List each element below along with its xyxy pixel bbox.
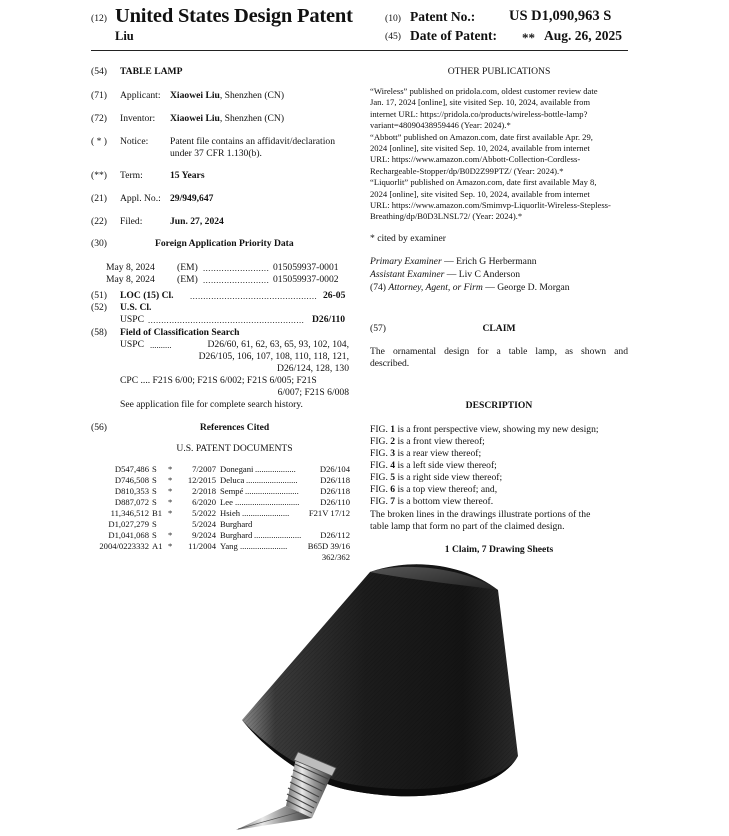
us-doc-star: * (168, 530, 173, 540)
assistant-examiner-label: Assistant Examiner (370, 269, 445, 280)
date-of-patent-label: Date of Patent: (410, 28, 497, 43)
term-code: (**) (91, 170, 107, 181)
header-left-code: (12) (91, 13, 107, 24)
claims-and-sheets: 1 Claim, 7 Drawing Sheets (444, 544, 554, 555)
assistant-examiner (370, 269, 520, 281)
date-of-patent-value: Aug. 26, 2025 (544, 28, 623, 43)
other-publication-line: “Liquorlit” published on Amazon.com, date first available May 8, (370, 177, 597, 188)
figure-prefix: FIG. (370, 484, 388, 495)
other-publication-line: Jan. 17, 2024 [online], site visited Sep. 10, 2024, available from (370, 97, 591, 108)
us-doc-number: D547,486 (114, 464, 149, 474)
us-doc-row (90, 475, 350, 486)
other-publication-line: “Wireless” published on pridola.com, oldest customer review date (370, 86, 598, 96)
applicant-label: Applicant: (120, 90, 161, 101)
loc-dots: ................................................ (190, 291, 318, 301)
figure-list-item (370, 460, 497, 472)
us-doc-dots: .............................. (235, 497, 300, 507)
us-doc-dots: ...................... (240, 541, 288, 551)
us-doc-tail-class: 362/362 (321, 552, 350, 562)
claim-line-1: The ornamental design for a table lamp, as shown and (370, 346, 628, 357)
us-doc-date: 9/2024 (192, 530, 216, 540)
figure-number: 6 (390, 484, 396, 495)
broken-lines-line-2: table lamp that form no part of the claimed design. (370, 521, 565, 532)
us-doc-row (90, 519, 350, 530)
us-doc-name: Hsieh (220, 508, 241, 518)
foreign-row-2-dots: ......................... (203, 275, 270, 285)
figure-description: is a bottom view thereof. (397, 496, 494, 507)
figure-list-item (370, 484, 497, 496)
field-heading: Field of Classification Search (120, 327, 240, 338)
us-doc-date: 12/2015 (187, 475, 216, 485)
appl-no-label: Appl. No.: (120, 193, 161, 204)
us-doc-dots: ................... (255, 464, 296, 474)
figure-list-item (370, 496, 493, 508)
refs-heading: References Cited (199, 422, 270, 433)
appl-no-value: 29/949,647 (170, 193, 214, 204)
attorney-label: Attorney, Agent, or Firm (388, 282, 483, 293)
us-doc-name: Sempé (220, 486, 244, 496)
figure-description: is a front perspective view, showing my new design; (397, 424, 599, 435)
term-label: Term: (120, 170, 143, 181)
field-uspc-line-2: D26/105, 106, 107, 108, 110, 118, 121, (198, 351, 349, 362)
us-doc-star: * (168, 475, 173, 485)
filed-label: Filed: (120, 216, 143, 227)
us-docs-table (90, 464, 350, 562)
us-doc-star: * (168, 541, 173, 551)
field-uspc-line-1: D26/60, 61, 62, 63, 65, 93, 102, 104, (207, 339, 349, 350)
foreign-row-2-date: May 8, 2024 (106, 274, 155, 285)
uspc-dots: ........................................................... (148, 315, 305, 325)
figure-prefix: FIG. (370, 436, 388, 447)
other-publication-line: Breathing/dp/B0D3LNSL72/ (Year: 2024).* (370, 211, 523, 222)
date-of-patent-code: (45) (385, 31, 401, 42)
us-doc-row (90, 541, 350, 552)
other-publication-line: Rechargeable-Stopper/dp/B0D2Z99PTZ/ (Year: 2024).* (370, 165, 564, 176)
figure-prefix: FIG. (370, 460, 388, 471)
figure-description: is a left side view thereof; (397, 460, 497, 471)
us-doc-class: D26/118 (320, 486, 350, 496)
us-doc-number: D810,353 (114, 486, 149, 496)
us-doc-star: * (168, 464, 173, 474)
us-doc-kind: S (152, 464, 157, 474)
figure-prefix: FIG. (370, 448, 388, 459)
figure-number: 2 (390, 436, 396, 447)
us-doc-number: D1,041,068 (108, 530, 149, 540)
primary-examiner-label: Primary Examiner (370, 256, 442, 267)
us-doc-date: 5/2024 (192, 519, 216, 529)
figure-list-item (370, 448, 481, 460)
cited-by-examiner: * cited by examiner (370, 233, 446, 244)
figure-prefix: FIG. (370, 424, 388, 435)
uspc-value: D26/110 (312, 314, 346, 325)
us-doc-name: Lee (220, 497, 233, 507)
claim-code: (57) (370, 323, 386, 334)
figure-prefix: FIG. (370, 472, 388, 483)
broken-lines-line-1: The broken lines in the drawings illustrate portions of the (370, 509, 591, 520)
appl-no-code: (21) (91, 193, 107, 204)
us-doc-number: D746,508 (114, 475, 149, 485)
figure-number: 5 (390, 472, 396, 483)
applicant-value (170, 90, 284, 102)
other-publications-heading: OTHER PUBLICATIONS (447, 66, 551, 77)
patent-no-label: Patent No.: (410, 9, 476, 24)
loc-label: LOC (15) Cl. (120, 290, 174, 301)
foreign-row-1-number: 015059937-0001 (273, 262, 339, 273)
header-divider (91, 50, 628, 51)
us-doc-name: Burghard (220, 530, 253, 540)
inventor-name: Xiaowei Liu (170, 113, 220, 124)
figure-number: 4 (390, 460, 396, 471)
notice-line-2: under 37 CFR 1.130(b). (170, 148, 262, 159)
header-inventor-surname: Liu (115, 29, 134, 43)
us-doc-class: D26/104 (319, 464, 350, 474)
foreign-row-1-office: (EM) (177, 262, 198, 273)
field-see-note: See application file for complete search history. (120, 399, 303, 410)
us-doc-star: * (168, 497, 173, 507)
figure-number: 3 (390, 448, 396, 459)
other-publication-line: “Abbott” published on Amazon.com, date first available Apr. 29, (370, 131, 593, 142)
us-doc-kind: A1 (152, 541, 163, 551)
applicant-code: (71) (91, 90, 107, 101)
other-publication-line: 2024 [online], site visited Sep. 10, 2024, available from internet (370, 188, 590, 199)
us-doc-kind: S (152, 530, 157, 540)
us-doc-date: 7/2007 (192, 464, 216, 474)
claim-heading: CLAIM (482, 323, 516, 334)
loc-value: 26-05 (323, 290, 346, 301)
field-cpc-line-2: 6/007; F21S 6/008 (277, 387, 349, 398)
us-doc-dots: ......................... (245, 486, 299, 496)
assistant-examiner-name: — Liv C Anderson (446, 269, 521, 280)
notice-label: Notice: (120, 136, 149, 147)
us-doc-kind: S (152, 497, 157, 507)
foreign-row-1-dots: ......................... (203, 263, 270, 273)
us-doc-star: * (168, 508, 173, 518)
us-doc-name: Yang (220, 541, 238, 551)
filed-code: (22) (91, 216, 107, 227)
us-doc-date: 2/2018 (192, 486, 216, 496)
figure-number: 1 (390, 424, 396, 435)
us-doc-row (90, 486, 350, 497)
field-cpc-line-1: CPC .... F21S 6/00; F21S 6/002; F21S 6/005; F21S (120, 375, 317, 386)
other-publication-line: variant=48090438959446 (Year: 2024).* (370, 120, 511, 131)
foreign-heading: Foreign Application Priority Data (155, 238, 294, 249)
us-doc-kind: S (152, 475, 157, 485)
foreign-code: (30) (91, 238, 107, 249)
attorney (370, 282, 570, 294)
figure-number: 7 (390, 496, 396, 507)
title-code: (54) (91, 66, 107, 77)
us-doc-date: 5/2022 (192, 508, 216, 518)
figure-description: is a rear view thereof; (397, 448, 482, 459)
primary-examiner-name: — Erich G Herbermann (444, 256, 537, 267)
attorney-name: — George D. Morgan (485, 282, 570, 293)
field-uspc-dots: .......... (150, 340, 172, 350)
us-doc-dots: ........................ (246, 475, 298, 485)
us-doc-kind: S (152, 519, 157, 529)
foreign-row-1-date: May 8, 2024 (106, 262, 155, 273)
field-code: (58) (91, 327, 107, 338)
other-publication-line: URL: https://www.amazon.com/Smimvp-Liquorlit-Wireless-Stepless- (370, 200, 611, 210)
figure-prefix: FIG. (370, 496, 388, 507)
us-doc-number: D1,027,279 (108, 519, 149, 529)
filed-value: Jun. 27, 2024 (170, 216, 224, 227)
us-cl-label: U.S. Cl. (120, 302, 152, 313)
us-docs-heading: U.S. PATENT DOCUMENTS (176, 443, 293, 454)
patent-no-code: (10) (385, 13, 401, 24)
us-doc-star: * (168, 486, 173, 496)
us-doc-class: D26/118 (320, 475, 350, 485)
date-of-patent-stars: ** (522, 30, 535, 45)
us-doc-class: B65D 39/16 (307, 541, 350, 551)
other-publication-line: URL: https://www.amazon.com/Abbott-Collection-Cordless- (370, 154, 581, 165)
other-publication-line: internet URL: https://pridola.co/products/wireless-bottle-lamp? (370, 108, 588, 119)
uspc-label: USPC (120, 314, 144, 325)
inventor-code: (72) (91, 113, 107, 124)
figure-list-item (370, 424, 599, 436)
figure-list-item (370, 436, 485, 448)
table-lamp-drawing (200, 560, 560, 832)
us-doc-dots: ...................... (242, 508, 290, 518)
us-doc-name: Donegani (220, 464, 254, 474)
us-doc-row (90, 508, 350, 519)
loc-code: (51) (91, 290, 107, 301)
us-doc-row (90, 464, 350, 475)
us-doc-number: 11,346,512 (110, 508, 149, 518)
applicant-name: Xiaowei Liu (170, 90, 220, 101)
inventor-value (170, 113, 284, 125)
field-uspc-line-3: D26/124, 128, 130 (277, 363, 349, 374)
refs-code: (56) (91, 422, 107, 433)
us-doc-name: Deluca (220, 475, 245, 485)
other-publication-line: 2024 [online], site visited Sep. 10, 2024, available from internet (370, 143, 590, 153)
us-doc-row (90, 530, 350, 541)
us-doc-name: Burghard (220, 519, 253, 529)
us-doc-class: D26/112 (320, 530, 350, 540)
notice-line-1: Patent file contains an affidavit/declaration (170, 136, 335, 147)
figure-description: is a front view thereof; (397, 436, 485, 447)
attorney-code: (74) (370, 282, 386, 293)
us-doc-number: 2004/0223332 (99, 541, 149, 551)
description-heading: DESCRIPTION (465, 400, 533, 411)
notice-code: ( * ) (91, 136, 107, 147)
term-value: 15 Years (170, 170, 205, 181)
patent-no-value: US D1,090,963 S (509, 8, 612, 24)
us-doc-row (90, 497, 350, 508)
patent-type-title: United States Design Patent (115, 5, 353, 27)
claim-line-2: described. (370, 358, 410, 369)
applicant-place: , Shenzhen (CN) (219, 90, 285, 101)
us-doc-kind: B1 (152, 508, 163, 518)
inventor-place: , Shenzhen (CN) (219, 113, 285, 124)
primary-examiner (370, 256, 537, 268)
field-uspc-label: USPC (120, 339, 144, 350)
us-doc-dots: ...................... (254, 530, 302, 540)
design-title: TABLE LAMP (120, 66, 183, 77)
figure-description: is a right side view thereof; (397, 472, 503, 483)
us-doc-date: 6/2020 (192, 497, 216, 507)
us-cl-code: (52) (91, 302, 107, 313)
us-doc-kind: S (152, 486, 157, 496)
inventor-label: Inventor: (120, 113, 156, 124)
figure-list-item (370, 472, 502, 484)
figure-description: is a top view thereof; and, (397, 484, 498, 495)
us-doc-class: F21V 17/12 (308, 508, 350, 518)
lampshade (242, 564, 518, 796)
foreign-row-2-number: 015059937-0002 (273, 274, 339, 285)
us-doc-date: 11/2004 (188, 541, 216, 551)
foreign-row-2-office: (EM) (177, 274, 198, 285)
foreign-row-1 (106, 262, 155, 274)
us-doc-number: D887,072 (114, 497, 149, 507)
us-doc-class: D26/110 (320, 497, 350, 507)
